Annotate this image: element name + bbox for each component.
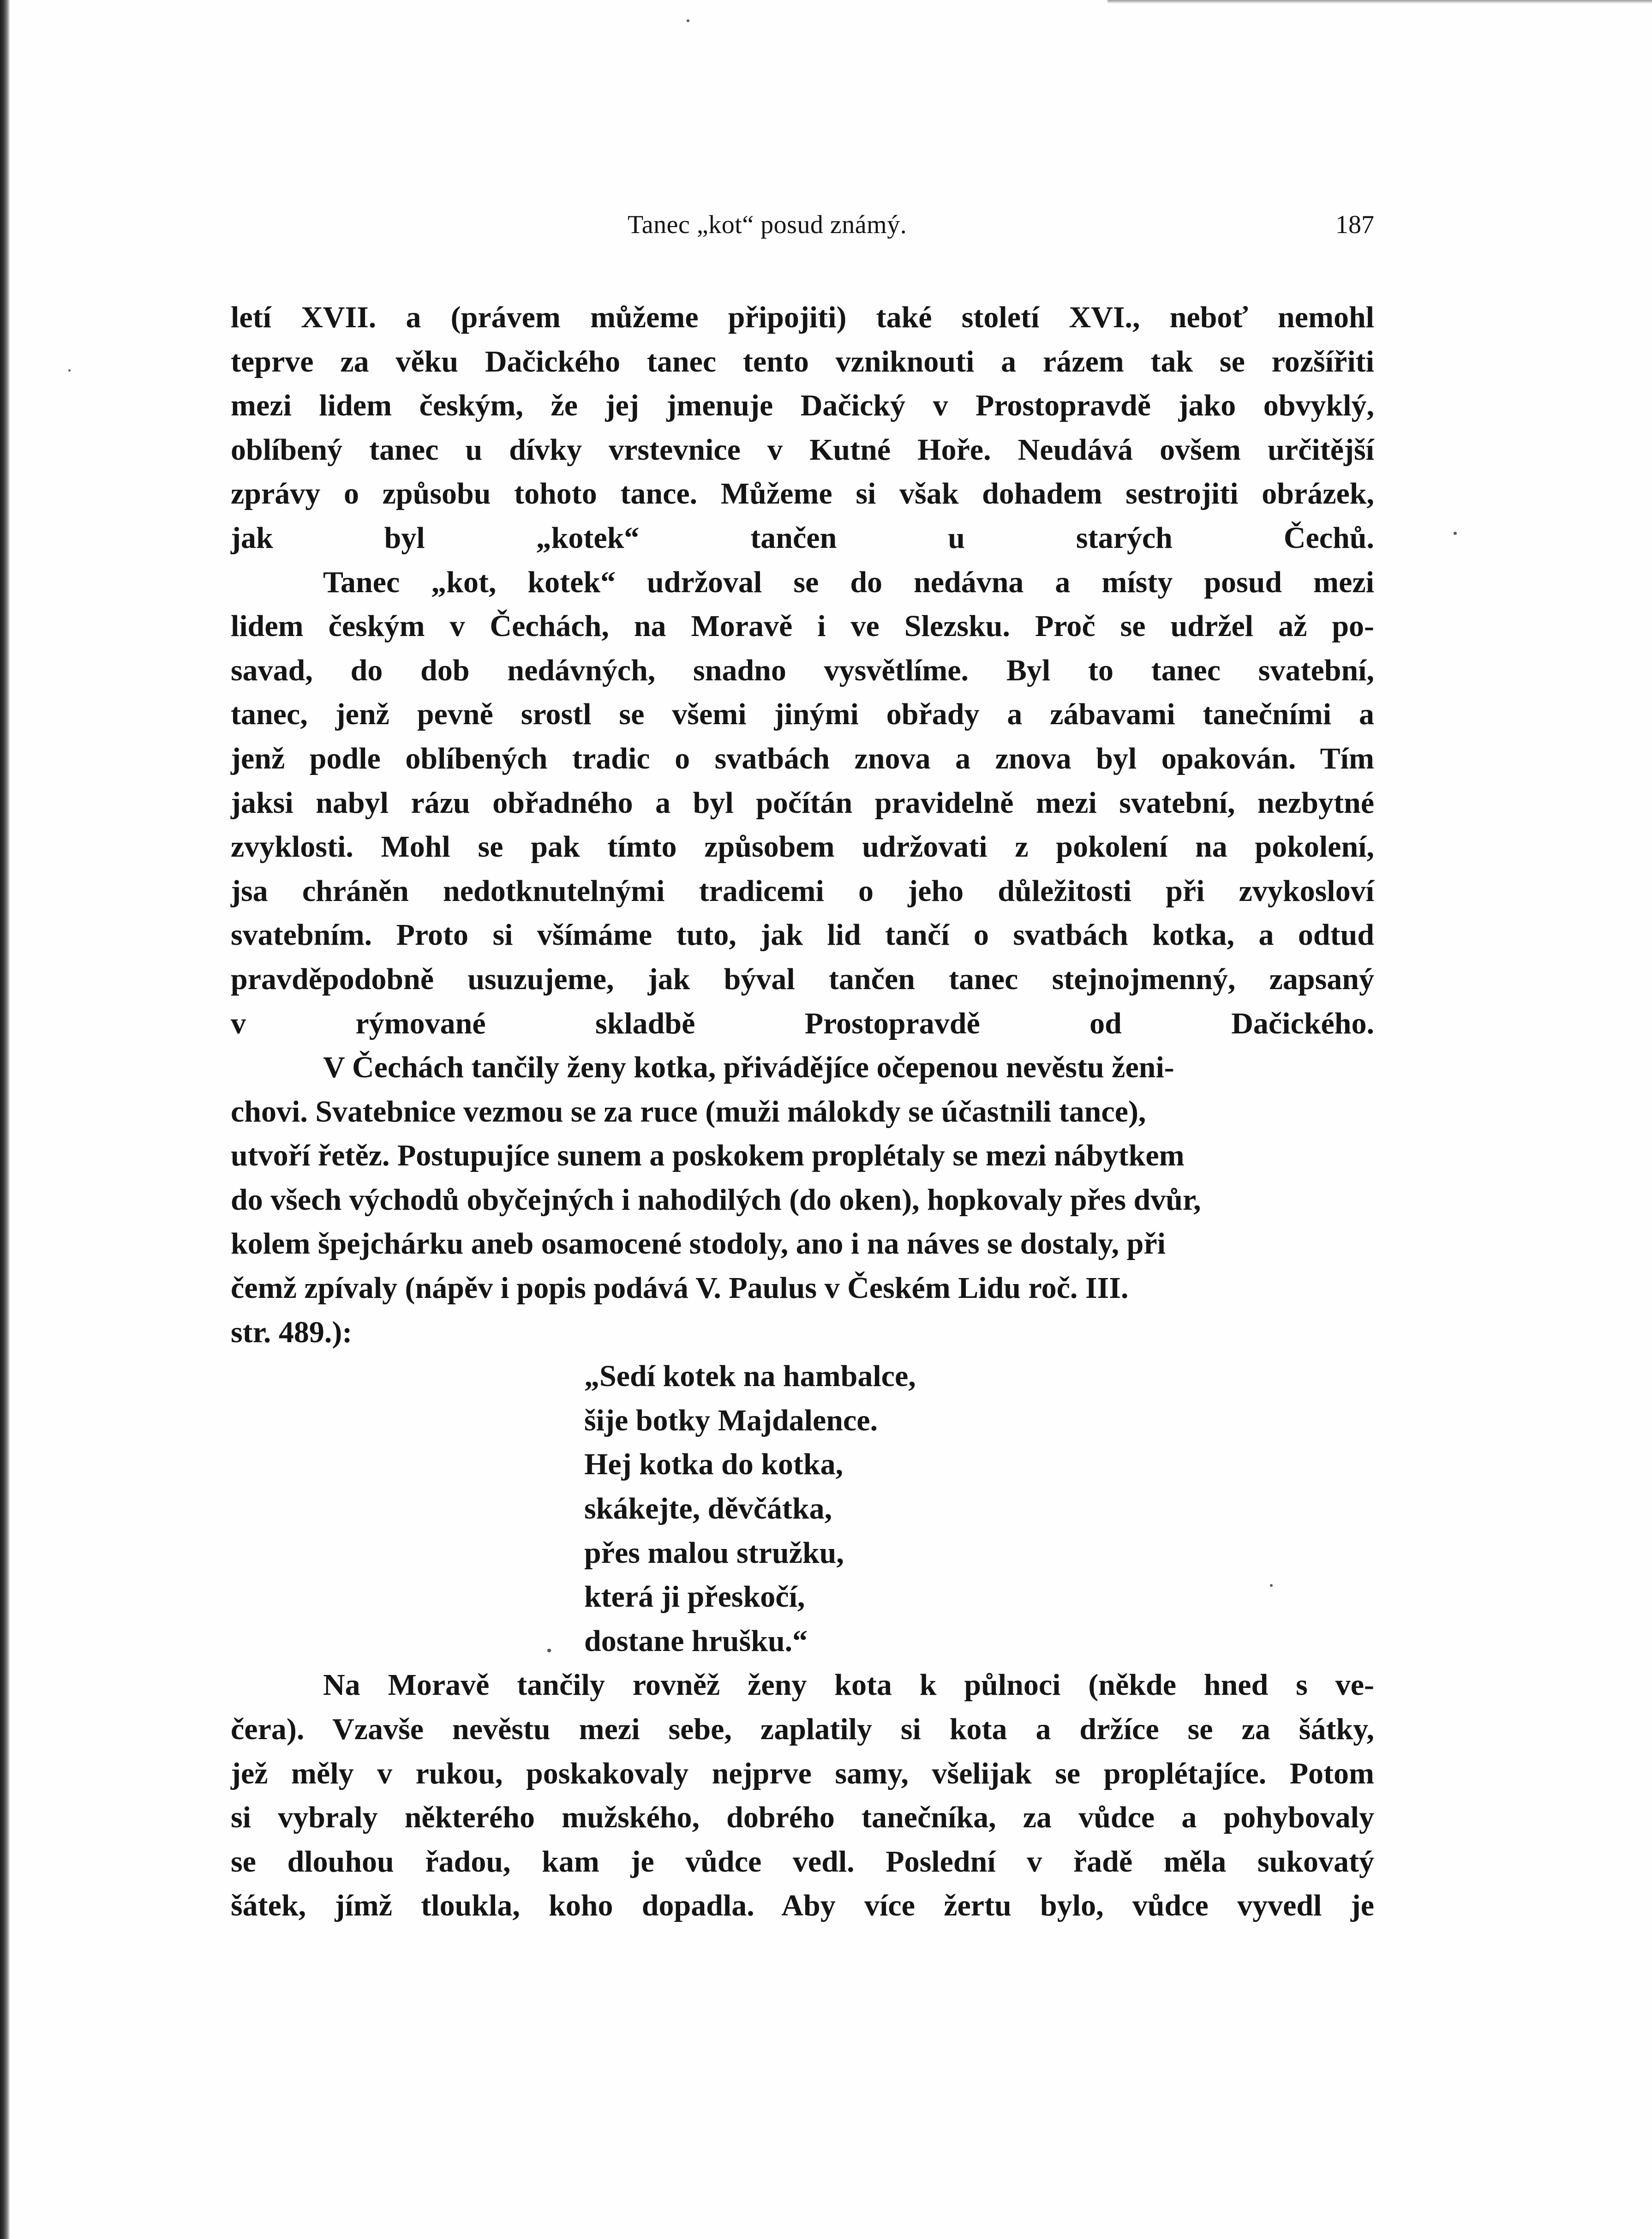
text-line: čera). Vzavše nevěstu mezi sebe, zaplatily si kota a držíce se za šátky,	[231, 1712, 1374, 1746]
paragraph-2	[231, 560, 1374, 1046]
text-line: jež měly v rukou, poskakovaly nejprve samy, všelijak se proplétajíce. Potom	[231, 1756, 1374, 1790]
text-line: do všech východů obyčejných i nahodilých (do oken), hopkovaly přes dvůr,	[231, 1183, 1201, 1217]
text-line: šátek, jímž tloukla, koho dopadla. Aby více žertu bylo, vůdce vyvedl je	[231, 1889, 1374, 1923]
text-line: jaksi nabyl rázu obřadného a byl počítán pravidelně mezi svatební, nezbytné	[231, 786, 1374, 820]
verse-line: dostane hrušku.“	[584, 1624, 808, 1658]
page-body	[231, 295, 1374, 1928]
text-line: letí XVII. a (právem můžeme připojiti) také století XVI., neboť nemohl	[231, 300, 1374, 334]
verse-line: „Sedí kotek na hambalce,	[584, 1359, 916, 1393]
text-line: str. 489.):	[231, 1315, 353, 1349]
text-line: chovi. Svatebnice vezmou se za ruce (muži málokdy se účastnili tance),	[231, 1094, 1146, 1129]
scan-speck	[1270, 1584, 1273, 1587]
verse-line: šije botky Majdalence.	[584, 1403, 878, 1437]
text-line: Tanec „kot, kotek“ udržoval se do nedávna a místy posud mezi	[323, 565, 1374, 599]
scan-speck	[68, 369, 71, 372]
scan-border-top	[1107, 0, 1652, 4]
text-line: se dlouhou řadou, kam je vůdce vedl. Poslední v řadě měla sukovatý	[231, 1844, 1374, 1879]
verse-line: která ji přeskočí,	[584, 1580, 805, 1614]
scan-speck	[1454, 532, 1457, 535]
text-line: Na Moravě tančily rovněž ženy kota k půlnoci (někde hned s ve-	[323, 1668, 1374, 1702]
paragraph-4	[231, 1663, 1374, 1928]
paragraph-1	[231, 295, 1374, 560]
scan-border-left	[0, 0, 10, 2239]
page-header	[231, 209, 1374, 241]
text-line: v rýmované skladbě Prostopravdě od Dačického.	[231, 1006, 1374, 1040]
text-line: tanec, jenž pevně srostl se všemi jinými obřady a zábavami tanečními a	[231, 697, 1374, 732]
text-line: lidem českým v Čechách, na Moravě i ve Slezsku. Proč se udržel až po-	[231, 609, 1374, 643]
verse-line: přes malou stružku,	[584, 1536, 844, 1570]
text-line: kolem špejchárku aneb osamocené stodoly, ano i na náves se dostaly, při	[231, 1227, 1166, 1261]
paragraph-3	[231, 1045, 1374, 1354]
page-number: 187	[1335, 210, 1374, 239]
text-line: V Čechách tančily ženy kotka, přivádějíce očepenou nevěstu ženi-	[323, 1050, 1174, 1085]
text-line: jsa chráněn nedotknutelnými tradicemi o jeho důležitosti při zvykosloví	[231, 874, 1374, 908]
song-verse	[584, 1354, 1374, 1663]
text-line: oblíbený tanec u dívky vrstevnice v Kutné Hoře. Neudává ovšem určitější	[231, 432, 1374, 467]
text-line: utvoří řetěz. Postupujíce sunem a poskokem proplétaly se mezi nábytkem	[231, 1139, 1185, 1173]
text-line: jak byl „kotek“ tančen u starých Čechů.	[231, 521, 1374, 555]
verse-line: skákejte, děvčátka,	[584, 1492, 832, 1526]
scan-speck	[687, 19, 689, 22]
running-title: Tanec „kot“ posud známý.	[628, 210, 907, 239]
text-line: čemž zpívaly (nápěv i popis podává V. Paulus v Českém Lidu roč. III.	[231, 1271, 1129, 1305]
text-line: zprávy o způsobu tohoto tance. Můžeme si však dohadem sestrojiti obrázek,	[231, 477, 1374, 511]
text-line: si vybraly některého mužského, dobrého tanečníka, za vůdce a pohybovaly	[231, 1801, 1374, 1835]
text-line: svatebním. Proto si všímáme tuto, jak lid tančí o svatbách kotka, a odtud	[231, 918, 1374, 952]
text-line: mezi lidem českým, že jej jmenuje Dačický v Prostopravdě jako obvyklý,	[231, 389, 1374, 423]
verse-line: Hej kotka do kotka,	[584, 1447, 844, 1482]
text-line: zvyklosti. Mohl se pak tímto způsobem udržovati z pokolení na pokolení,	[231, 830, 1374, 864]
text-line: teprve za věku Dačického tanec tento vzniknouti a rázem tak se rozšířiti	[231, 344, 1374, 378]
text-line: jenž podle oblíbených tradic o svatbách znova a znova byl opakován. Tím	[231, 741, 1374, 775]
scan-speck	[547, 1649, 551, 1652]
text-line: pravděpodobně usuzujeme, jak býval tančen tanec stejnojmenný, zapsaný	[231, 962, 1374, 996]
text-line: savad, do dob nedávných, snadno vysvětlíme. Byl to tanec svatební,	[231, 653, 1374, 687]
